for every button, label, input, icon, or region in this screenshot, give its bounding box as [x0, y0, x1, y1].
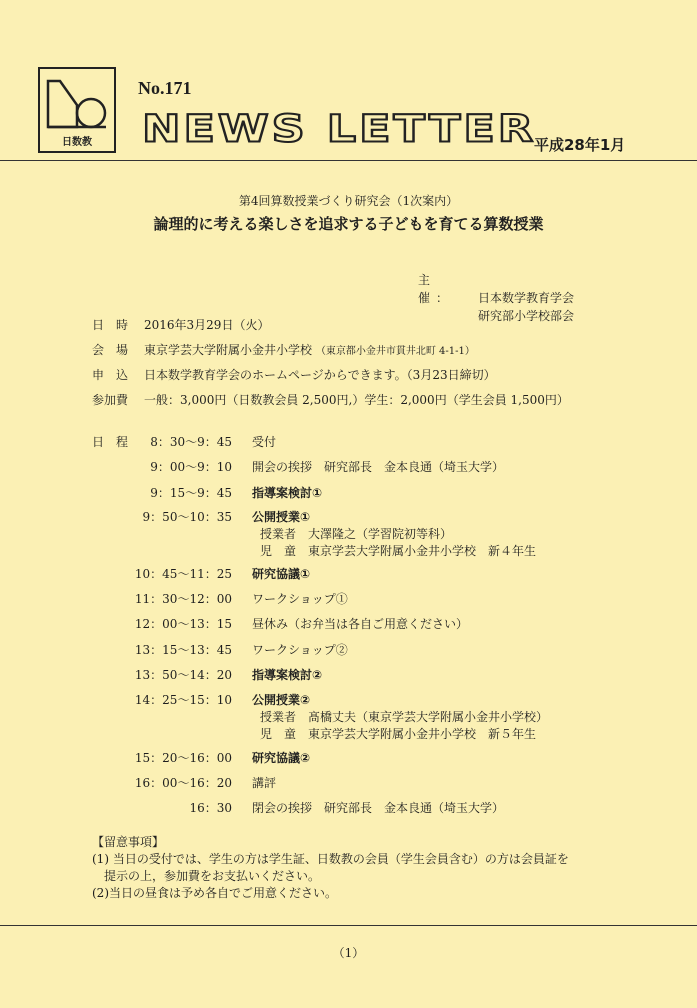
venue-address: （東京都小金井市貫井北町 4-1-1） — [315, 346, 475, 357]
schedule-time: 13：15〜13：45 — [134, 643, 232, 657]
schedule-time: 9：15〜9：45 — [150, 486, 232, 500]
notes-line: (2)当日の昼食は予め各自でご用意ください。 — [92, 886, 337, 900]
schedule-event: 昼休み（お弁当は各自ご用意ください） — [252, 617, 469, 631]
event-subtitle: 第4回算数授業づくり研究会（1次案内） — [238, 194, 459, 208]
issue-date: 平成28年1月 — [534, 136, 626, 154]
notes-line: 提示の上，参加費をお支払いください。 — [92, 869, 321, 883]
schedule-detail: 授業者 大澤隆之（学習院初等科） — [260, 527, 453, 541]
schedule-detail: 授業者 髙橋丈夫（東京学芸大学附属小金井小学校） — [260, 710, 549, 724]
schedule-event: ワークショップ① — [252, 592, 348, 606]
schedule-time: 10：45〜11：25 — [134, 567, 232, 581]
schedule-time: 9：00〜9：10 — [150, 460, 232, 474]
notes-line: (1) 当日の受付では、学生の方は学生証、日数教の会員（学生会員含む）の方は会員証を — [92, 852, 569, 866]
schedule-event: 受付 — [252, 435, 277, 449]
schedule-event: 講評 — [252, 776, 277, 790]
organizer-label: 主 催： — [418, 273, 455, 305]
schedule-event: 公開授業① — [252, 510, 311, 524]
info-label: 会 場 — [92, 343, 129, 357]
issue-number: No.171 — [138, 78, 192, 98]
schedule-time: 14：25〜15：10 — [134, 693, 232, 707]
logo-text: 日数教 — [62, 137, 92, 148]
schedule-time: 9：50〜10：35 — [142, 510, 232, 524]
schedule-time: 13：50〜14：20 — [134, 668, 232, 682]
info-label: 日 時 — [92, 318, 129, 332]
info-value: 東京学芸大学附属小金井小学校 — [144, 343, 313, 357]
info-value: 一般：3,000円（日数教会員 2,500円,）学生：2,000円（学生会員 1,500円） — [144, 393, 569, 407]
organizer-name-2: 研究部小学校部会 — [478, 309, 575, 323]
info-label: 参加費 — [92, 393, 129, 407]
schedule-event: ワークショップ② — [252, 643, 348, 657]
schedule-event: 閉会の挨拶 研究部長 金本良通（埼玉大学） — [252, 801, 505, 815]
schedule-event: 公開授業② — [252, 693, 311, 707]
schedule-event: 指導案検討① — [252, 486, 323, 500]
info-label: 申 込 — [92, 368, 129, 382]
schedule-time: 15：20〜16：00 — [134, 751, 232, 765]
schedule-time: 8：30〜9：45 — [150, 435, 232, 449]
footer-divider — [0, 925, 697, 926]
schedule-label: 日 程 — [92, 435, 129, 449]
schedule-event: 研究協議② — [252, 751, 311, 765]
notes — [92, 834, 569, 902]
page-number: （1） — [332, 946, 365, 960]
schedule-time: 16：00〜16：20 — [134, 776, 232, 790]
notes-title: 【留意事項】 — [92, 835, 165, 849]
schedule-time: 16：30 — [189, 801, 232, 815]
schedule-time: 11：30〜12：00 — [134, 592, 232, 606]
info-value: 2016年3月29日（火） — [144, 318, 270, 332]
schedule-event: 指導案検討② — [252, 668, 323, 682]
schedule-time: 12：00〜13：15 — [134, 617, 232, 631]
schedule-event: 研究協議① — [252, 567, 311, 581]
newsletter-title: NEWS LETTER — [142, 106, 537, 151]
schedule-detail: 児 童 東京学芸大学附属小金井小学校 新４年生 — [260, 544, 537, 558]
info-value: 日本数学教育学会のホームページからできます。（3月23日締切） — [144, 368, 496, 382]
event-title: 論理的に考える楽しさを追求する子どもを育てる算数授業 — [153, 215, 544, 233]
schedule-event: 開会の挨拶 研究部長 金本良通（埼玉大学） — [252, 460, 505, 474]
schedule-detail: 児 童 東京学芸大学附属小金井小学校 新５年生 — [260, 727, 537, 741]
organizer-name-1: 日本数学教育学会 — [478, 291, 575, 305]
